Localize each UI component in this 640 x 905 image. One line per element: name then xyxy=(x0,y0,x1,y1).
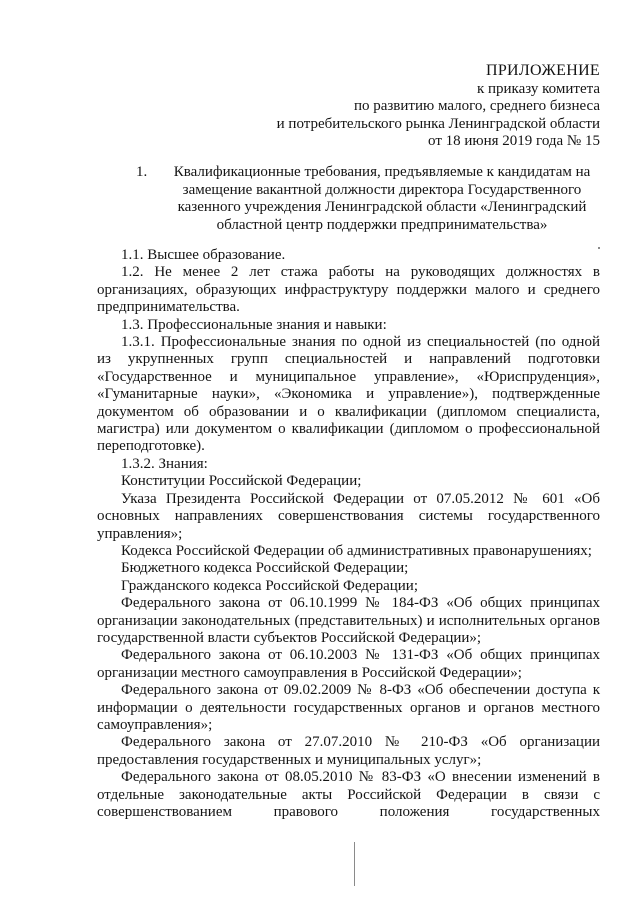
section-number: 1. xyxy=(136,164,148,180)
paragraph-1-2: 1.2. Не менее 2 лет стажа работы на руководящих должностях в организациях, образующих инфраструктуру поддержки малого и среднего предпринимательства. xyxy=(97,264,600,316)
paragraph-1-1: 1.1. Высшее образование. xyxy=(121,247,286,263)
paragraph-1-3: 1.3. Профессиональные знания и навыки: xyxy=(121,316,387,333)
section-title: Квалификационные требования, предъявляемые к кандидатам на замещение вакантной должности директора Государственного казенного учреждения Ленинградской области «Ленинградский областной центр поддержки предпринимательства» xyxy=(173,164,591,233)
appendix-line-2: по развитию малого, среднего бизнеса xyxy=(353,98,600,115)
scan-artifact-line xyxy=(354,842,355,886)
appendix-line-4: от 18 июня 2019 года № 15 xyxy=(428,133,600,150)
document-body xyxy=(97,247,600,821)
knowledge-item-law-8: Федерального закона от 09.02.2009 № 8-ФЗ «Об обеспечении доступа к информации о деятельности государственных органов и органов местного самоуправления»; xyxy=(97,682,600,733)
appendix-title: ПРИЛОЖЕНИЕ xyxy=(485,62,600,79)
paragraph-1-3-2: 1.3.2. Знания: xyxy=(121,455,208,472)
knowledge-item-decree-601: Указа Президента Российской Федерации от 07.05.2012 № 601 «Об основных направлениях совершенствования системы государственного управления»; xyxy=(97,490,600,542)
paragraph-1-3-1: 1.3.1. Профессиональные знания по одной из специальностей (по одной из укрупненных групп специальностей и направлений подготовки «Государственное и муниципальное управление», «Юриспруденция», «Гуманитарные науки», «Экономика и управление»), подтвержденные документом об образовании и о квалификации (дипломом специалиста, магистра) или документом о квалификации (дипломом о профессиональной переподготовке). xyxy=(97,334,600,455)
knowledge-item-constitution: Конституции Российской Федерации; xyxy=(121,473,362,490)
section-heading xyxy=(136,164,606,234)
knowledge-item-law-184: Федерального закона от 06.10.1999 № 184-ФЗ «Об общих принципах организации законодательных (представительных) и исполнительных органов государственной власти субъектов Российской Федерации»; xyxy=(97,595,600,646)
appendix-line-1: к приказу комитета xyxy=(476,80,600,97)
appendix-line-3: и потребительского рынка Ленинградской области xyxy=(276,115,600,132)
knowledge-item-koap: Кодекса Российской Федерации об административных правонарушениях; xyxy=(121,542,592,559)
scan-artifact-dot xyxy=(598,247,600,249)
appendix-header xyxy=(277,62,600,151)
knowledge-item-law-83: Федерального закона от 08.05.2010 № 83-ФЗ «О внесении изменений в отдельные законодательные акты Российской Федерации в связи с совершенствованием правового положения государственных xyxy=(97,769,600,820)
knowledge-item-law-131: Федерального закона от 06.10.2003 № 131-ФЗ «Об общих принципах организации местного самоуправления в Российской Федерации»; xyxy=(97,647,600,681)
knowledge-item-budget-code: Бюджетного кодекса Российской Федерации; xyxy=(121,560,409,577)
knowledge-item-civil-code: Гражданского кодекса Российской Федерации; xyxy=(121,577,419,594)
knowledge-item-law-210: Федерального закона от 27.07.2010 № 210-ФЗ «Об организации предоставления государственных и муниципальных услуг»; xyxy=(97,734,600,768)
